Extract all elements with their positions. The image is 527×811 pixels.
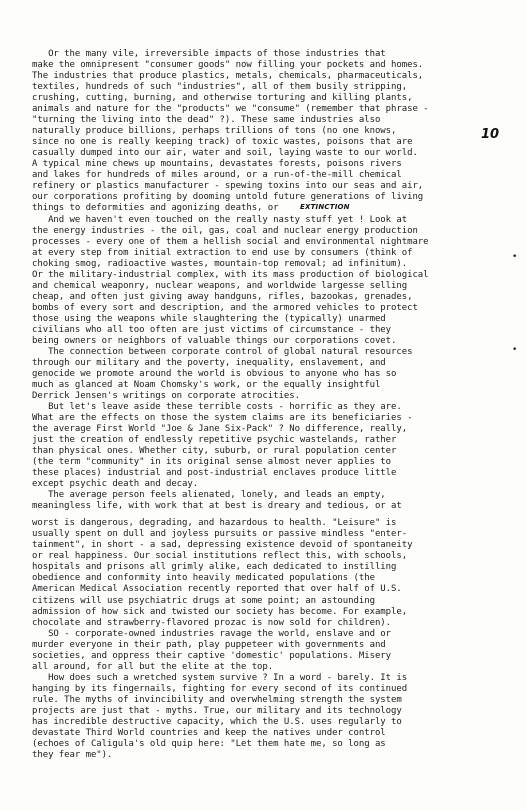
text-line: naturally produce billions, perhaps trillions of tons (no one knows,: [32, 126, 397, 137]
text-line: the average First World "Joe & Jane Six-Pack" ? No difference, really,: [32, 424, 408, 434]
text-line: casually dumped into our air, water and soil, laying waste to our world.: [32, 148, 418, 159]
text-line: or real happiness. Our social institutions reflect this, with schools,: [32, 551, 408, 562]
text-line: (the term "community" in its original sense almost never applies to: [32, 457, 392, 468]
text-line: choking smog, radioactive wastes, mountain-top removal; ad infinitum).: [32, 258, 408, 269]
text-line: A typical mine chews up mountains, devastates forests, poisons rivers: [32, 159, 402, 170]
text-line: genocide we promote around the world is obvious to anyone who has so: [32, 368, 397, 379]
text-line: (echoes of Caligula's old quip here: "Let them hate me, so long as: [32, 738, 386, 749]
text-line: things to deformities and agonizing deaths, or: [32, 203, 279, 214]
text-line: chocolate and strawberry-flavored prozac is now sold for children).: [32, 617, 392, 628]
text-line: and lakes for hundreds of miles around, or a run-of-the-mill chemical: [32, 170, 402, 181]
text-line: at every step from initial extraction to end use by consumers (think of: [32, 247, 413, 258]
text-line: SO - corporate-owned industries ravage the world, enslave and or: [32, 628, 392, 639]
text-line: How does such a wretched system survive ? In a word - barely. It is: [32, 672, 408, 683]
text-line: worst is dangerous, degrading, and hazardous to health. "Leisure" is: [32, 518, 397, 529]
text-line: Or the many vile, irreversible impacts of those industries that: [32, 49, 386, 59]
text-line: cheap, and often just giving away handguns, rifles, bazookas, grenades,: [32, 291, 413, 302]
text-line: those using the weapons while slaughtering the (typically) unarmed: [32, 313, 386, 324]
text-line: American Medical Association recently reported that over half of U.S.: [32, 584, 402, 595]
text-line: Or the military-industrial complex, with its mass production of biological: [32, 269, 429, 280]
text-line: Derrick Jensen's writings on corporate atrocities.: [32, 390, 300, 401]
text-line: rule. The myths of invincibility and overwhelming strength the system: [32, 694, 402, 705]
text-line: hanging by its fingernails, fighting for every second of its continued: [32, 683, 408, 694]
text-line: The connection between corporate control of global natural resources: [32, 346, 413, 357]
text-line: make the omnipresent "consumer goods" now filling your pockets and homes.: [32, 60, 424, 70]
text-line: processes - every one of them a hellish social and environmental nightmare: [32, 236, 429, 247]
text-line: admission of how sick and twisted our society has become. For example,: [32, 606, 408, 617]
text-line: since no one is really keeping track) of toxic wastes, poisons that are: [32, 137, 413, 148]
text-line: just the creation of endlessly repetitive psychic wastelands, rather: [32, 435, 397, 445]
handwritten-page-number: 10: [481, 127, 500, 142]
text-line: refinery or plastics manufacturer - spewing toxins into our seas and air,: [32, 181, 424, 192]
text-line: being owners or neighbors of valuable things our corporations covet.: [32, 335, 397, 346]
text-line: tainment", in short - a sad, depressing existence devoid of spontaneity: [32, 540, 413, 551]
text-line: and chemical weaponry, nuclear weapons, and worldwide largesse selling: [32, 280, 408, 291]
text-line: has incredible destructive capacity, which the U.S. uses regularly to: [32, 716, 402, 727]
text-line: The industries that produce plastics, metals, chemicals, pharmaceuticals,: [32, 71, 424, 82]
text-line: these places) industrial and post-industrial enclaves produce little: [32, 468, 397, 479]
text-line: And we haven't even touched on the really nasty stuff yet ! Look at: [32, 214, 408, 225]
text-line: But let's leave aside these terrible costs - horrific as they are.: [32, 402, 402, 412]
text-line: through our military and the poverty, inequality, enslavement, and: [32, 357, 386, 368]
text-line: citizens will use psychiatric drugs at some point; an astounding: [32, 595, 375, 606]
text-line: bombs of every sort and description, and the armored vehicles to protect: [32, 302, 418, 313]
text-line: societies, and oppress their captive 'domestic' populations. Misery: [32, 650, 392, 661]
text-line: animals and nature for the "products" we "consume" (remember that phrase -: [32, 104, 429, 115]
text-line: devastate Third World countries and keep the natives under control: [32, 727, 386, 738]
text-line: the energy industries - the oil, gas, coal and nuclear energy production: [32, 225, 418, 236]
text-line: usually spent on dull and joyless pursuits or passive mindless "enter-: [32, 529, 408, 540]
margin-mark: •: [512, 252, 518, 262]
text-line: murder everyone in their path, play puppeteer with governments and: [32, 639, 386, 650]
text-line: our corporations profiting by dooming untold future generations of living: [32, 192, 424, 203]
text-line: much as glanced at Noam Chomsky's work, or the equally insightful: [32, 379, 381, 390]
text-line: "turning the living into the dead" ?). These same industries also: [32, 115, 381, 126]
text-line: all around, for all but the elite at the top.: [32, 661, 274, 672]
text-line: except psychic death and decay.: [32, 479, 199, 490]
margin-mark: •: [512, 345, 518, 355]
text-line: than physical ones. Whether city, suburb, or rural population center: [32, 446, 397, 457]
text-line: civilians who all too often are just victims of circumstance - they: [32, 324, 392, 335]
text-line: projects are just that - myths. True, our military and its technology: [32, 705, 402, 716]
text-line: The average person feels alienated, lonely, and leads an empty,: [32, 490, 386, 501]
text-line: they fear me").: [32, 749, 113, 760]
text-line: obedience and conformity into heavily medicated populations (the: [32, 573, 375, 584]
text-line: What are the effects on those the system claims are its beneficiaries -: [32, 413, 413, 423]
text-line: textiles, hundreds of such "industries", all of them busily stripping,: [32, 82, 408, 93]
text-line: hospitals and prisons all grimly alike, each dedicated to instilling: [32, 562, 397, 573]
text-line: meaningless life, with work that at best is dreary and tedious, or at: [32, 501, 402, 512]
text-line: crushing, cutting, burning, and otherwise torturing and killing plants,: [32, 93, 413, 104]
handwritten-insertion: EXTINCTION: [300, 203, 350, 211]
